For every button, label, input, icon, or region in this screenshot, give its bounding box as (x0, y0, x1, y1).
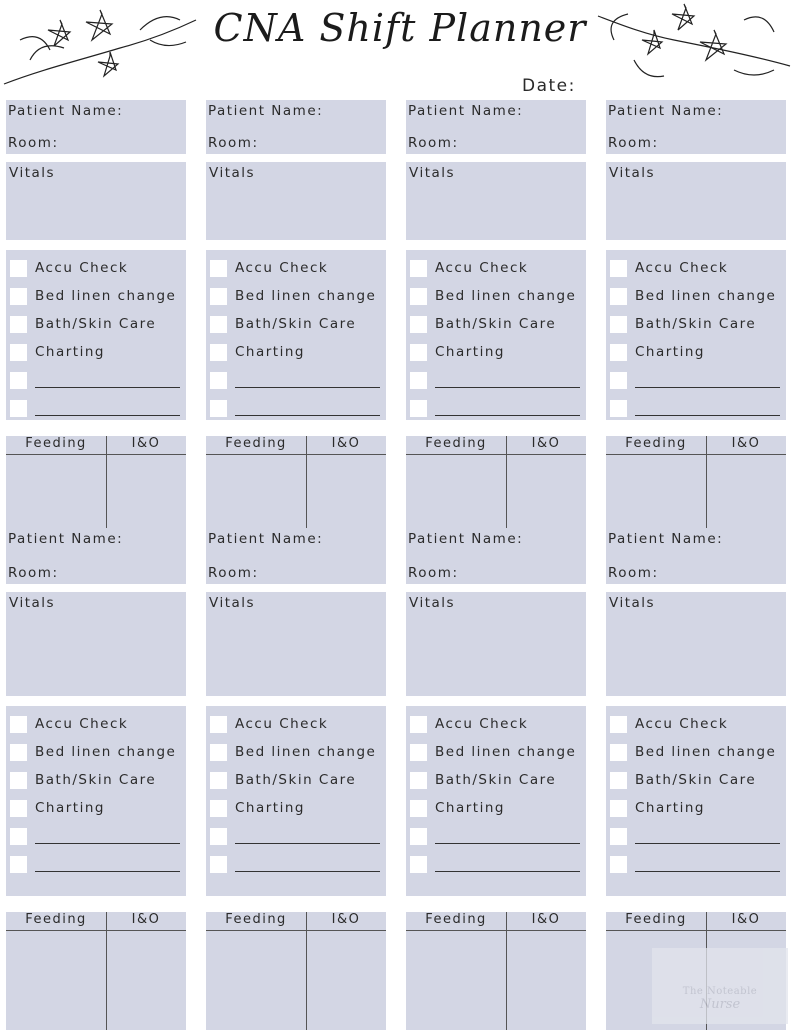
write-in-line[interactable] (35, 857, 180, 872)
checklist-label: Charting (635, 344, 705, 360)
checklist-label: Bed linen change (35, 288, 177, 304)
checklist-blank-item (210, 822, 382, 850)
checkbox[interactable] (410, 372, 427, 389)
room-label: Room: (208, 135, 259, 151)
checklist-item (410, 766, 582, 794)
feeding-header: Feeding (625, 912, 687, 927)
patient-name-label: Patient Name: (208, 531, 324, 547)
checklist-item (210, 254, 382, 282)
checklist-box (6, 706, 186, 896)
checklist-box (406, 250, 586, 420)
checklist-blank-item (410, 366, 582, 394)
checklist-box (206, 250, 386, 420)
patient-column (606, 100, 786, 536)
checkbox[interactable] (210, 744, 227, 761)
patient-name-label: Patient Name: (408, 531, 524, 547)
patient-column (206, 100, 386, 536)
checklist-item (410, 338, 582, 366)
checklist-label: Charting (35, 344, 105, 360)
patient-info-box[interactable] (6, 528, 186, 584)
checklist-item (410, 254, 582, 282)
floral-decoration-right (594, 0, 794, 100)
checklist-label: Bath/Skin Care (235, 316, 357, 332)
checklist-blank-item (610, 850, 782, 878)
io-header: I&O (331, 436, 361, 451)
feeding-io-table[interactable] (406, 436, 586, 536)
room-label: Room: (208, 565, 259, 581)
checklist-label: Accu Check (235, 716, 329, 732)
write-in-line[interactable] (635, 829, 780, 844)
checklist-label: Charting (235, 800, 305, 816)
write-in-line[interactable] (35, 373, 180, 388)
vitals-label: Vitals (609, 165, 656, 181)
checklist-blank-item (410, 822, 582, 850)
patient-name-label: Patient Name: (208, 103, 324, 119)
checklist-item (610, 338, 782, 366)
date-label: Date: (522, 76, 576, 96)
checklist-item (10, 710, 182, 738)
checkbox[interactable] (210, 400, 227, 417)
checklist-item (410, 710, 582, 738)
table-divider (506, 436, 507, 536)
checklist-label: Bed linen change (435, 744, 577, 760)
checklist-label: Accu Check (35, 260, 129, 276)
checklist-label: Bed linen change (635, 288, 777, 304)
checklist-item (610, 738, 782, 766)
table-divider (106, 912, 107, 1030)
checkbox[interactable] (610, 400, 627, 417)
vitals-box[interactable] (206, 592, 386, 696)
checkbox[interactable] (10, 800, 27, 817)
checklist-label: Bed linen change (635, 744, 777, 760)
patient-info-box[interactable] (206, 100, 386, 154)
checklist-label: Bath/Skin Care (35, 772, 157, 788)
patient-name-label: Patient Name: (608, 103, 724, 119)
checkbox[interactable] (210, 856, 227, 873)
checkbox[interactable] (410, 316, 427, 333)
table-divider (306, 912, 307, 1030)
checklist-item (410, 282, 582, 310)
write-in-line[interactable] (235, 829, 380, 844)
write-in-line[interactable] (35, 401, 180, 416)
checklist-label: Bath/Skin Care (635, 772, 757, 788)
write-in-line[interactable] (235, 401, 380, 416)
checklist-blank-item (410, 850, 582, 878)
checklist-blank-item (610, 822, 782, 850)
patient-column (406, 100, 586, 536)
patient-info-box[interactable] (406, 100, 586, 154)
checkbox[interactable] (210, 800, 227, 817)
checklist-item (610, 794, 782, 822)
checkbox[interactable] (610, 716, 627, 733)
room-label: Room: (8, 135, 59, 151)
feeding-header: Feeding (225, 436, 287, 451)
feeding-io-table[interactable] (206, 912, 386, 1030)
checklist-blank-item (10, 850, 182, 878)
patient-info-box[interactable] (6, 100, 186, 154)
checklist-item (610, 310, 782, 338)
patient-column (206, 528, 386, 1030)
write-in-line[interactable] (435, 373, 580, 388)
room-label: Room: (8, 565, 59, 581)
write-in-line[interactable] (235, 857, 380, 872)
checkbox[interactable] (10, 316, 27, 333)
checkbox[interactable] (410, 856, 427, 873)
checkbox[interactable] (210, 316, 227, 333)
checklist-item (10, 282, 182, 310)
checklist-blank-item (210, 394, 382, 422)
checklist-item (410, 310, 582, 338)
patient-info-box[interactable] (206, 528, 386, 584)
patient-info-box[interactable] (606, 528, 786, 584)
checklist-label: Charting (235, 344, 305, 360)
checklist-item (10, 738, 182, 766)
vitals-box[interactable] (406, 162, 586, 240)
checkbox[interactable] (210, 716, 227, 733)
vitals-label: Vitals (9, 595, 56, 611)
checkbox[interactable] (610, 856, 627, 873)
checklist-item (10, 338, 182, 366)
checkbox[interactable] (410, 716, 427, 733)
vitals-label: Vitals (9, 165, 56, 181)
checklist-box (406, 706, 586, 896)
checkbox[interactable] (410, 800, 427, 817)
room-label: Room: (608, 565, 659, 581)
checklist-box (606, 250, 786, 420)
checkbox[interactable] (410, 288, 427, 305)
write-in-line[interactable] (35, 829, 180, 844)
room-label: Room: (408, 565, 459, 581)
io-header: I&O (731, 912, 761, 927)
checkbox[interactable] (610, 260, 627, 277)
checkbox[interactable] (610, 288, 627, 305)
checkbox[interactable] (10, 288, 27, 305)
checkbox[interactable] (10, 828, 27, 845)
checkbox[interactable] (610, 316, 627, 333)
checklist-item (210, 282, 382, 310)
io-header: I&O (131, 436, 161, 451)
vitals-box[interactable] (406, 592, 586, 696)
feeding-io-table[interactable] (6, 436, 186, 536)
checklist-label: Charting (435, 344, 505, 360)
checkbox[interactable] (410, 772, 427, 789)
write-in-line[interactable] (635, 373, 780, 388)
io-header: I&O (531, 912, 561, 927)
vitals-box[interactable] (6, 162, 186, 240)
checklist-item (210, 310, 382, 338)
patient-name-label: Patient Name: (8, 531, 124, 547)
io-header: I&O (531, 436, 561, 451)
write-in-line[interactable] (635, 857, 780, 872)
checklist-item (410, 738, 582, 766)
io-header: I&O (131, 912, 161, 927)
checklist-label: Bed linen change (235, 288, 377, 304)
checkbox[interactable] (610, 772, 627, 789)
vitals-box[interactable] (6, 592, 186, 696)
write-in-line[interactable] (635, 401, 780, 416)
patient-column (6, 100, 186, 536)
checklist-label: Charting (35, 800, 105, 816)
io-header: I&O (331, 912, 361, 927)
checklist-item (610, 282, 782, 310)
checklist-item (210, 794, 382, 822)
checklist-label: Accu Check (635, 716, 729, 732)
checkbox[interactable] (210, 828, 227, 845)
checklist-box (606, 706, 786, 896)
checkbox[interactable] (410, 344, 427, 361)
checkbox[interactable] (10, 372, 27, 389)
patient-column (6, 528, 186, 1030)
checkbox[interactable] (410, 828, 427, 845)
checklist-item (210, 710, 382, 738)
checkbox[interactable] (210, 260, 227, 277)
checklist-blank-item (610, 366, 782, 394)
checkbox[interactable] (610, 828, 627, 845)
patient-info-box[interactable] (406, 528, 586, 584)
checklist-label: Accu Check (235, 260, 329, 276)
io-header: I&O (731, 436, 761, 451)
checkbox[interactable] (210, 288, 227, 305)
checklist-label: Bath/Skin Care (435, 316, 557, 332)
feeding-io-table[interactable] (606, 436, 786, 536)
checkbox[interactable] (10, 744, 27, 761)
write-in-line[interactable] (235, 373, 380, 388)
patient-name-label: Patient Name: (608, 531, 724, 547)
vitals-label: Vitals (409, 165, 456, 181)
checklist-blank-item (10, 394, 182, 422)
checkbox[interactable] (10, 716, 27, 733)
checklist-label: Accu Check (35, 716, 129, 732)
checklist-item (10, 766, 182, 794)
patients-top-section (6, 100, 786, 536)
floral-decoration-left (0, 0, 200, 90)
checkbox[interactable] (10, 856, 27, 873)
write-in-line[interactable] (435, 829, 580, 844)
checklist-item (10, 254, 182, 282)
feeding-header: Feeding (225, 912, 287, 927)
checkbox[interactable] (210, 344, 227, 361)
patient-name-label: Patient Name: (408, 103, 524, 119)
room-label: Room: (608, 135, 659, 151)
checklist-blank-item (410, 394, 582, 422)
feeding-header: Feeding (25, 436, 87, 451)
checkbox[interactable] (210, 372, 227, 389)
checklist-label: Bath/Skin Care (35, 316, 157, 332)
checklist-item (610, 254, 782, 282)
feeding-header: Feeding (425, 436, 487, 451)
vitals-label: Vitals (609, 595, 656, 611)
checklist-label: Charting (635, 800, 705, 816)
checklist-label: Bath/Skin Care (235, 772, 357, 788)
checklist-item (610, 710, 782, 738)
checklist-blank-item (210, 850, 382, 878)
checklist-item (210, 338, 382, 366)
patient-info-box[interactable] (606, 100, 786, 154)
checkbox[interactable] (410, 400, 427, 417)
vitals-box[interactable] (206, 162, 386, 240)
checklist-item (10, 310, 182, 338)
write-in-line[interactable] (435, 857, 580, 872)
checklist-label: Bed linen change (35, 744, 177, 760)
feeding-header: Feeding (425, 912, 487, 927)
vitals-label: Vitals (409, 595, 456, 611)
feeding-io-table[interactable] (6, 912, 186, 1030)
checklist-item (610, 766, 782, 794)
checklist-label: Charting (435, 800, 505, 816)
vitals-label: Vitals (209, 595, 256, 611)
checklist-label: Accu Check (635, 260, 729, 276)
checklist-label: Bath/Skin Care (635, 316, 757, 332)
vitals-box[interactable] (606, 592, 786, 696)
checklist-item (10, 794, 182, 822)
checklist-blank-item (610, 394, 782, 422)
checklist-blank-item (210, 366, 382, 394)
feeding-io-table[interactable] (206, 436, 386, 536)
checkbox[interactable] (610, 372, 627, 389)
checkbox[interactable] (610, 344, 627, 361)
table-divider (306, 436, 307, 536)
checklist-item (410, 794, 582, 822)
table-divider (106, 436, 107, 536)
checklist-label: Accu Check (435, 260, 529, 276)
checkbox[interactable] (10, 344, 27, 361)
checklist-label: Accu Check (435, 716, 529, 732)
feeding-header: Feeding (625, 436, 687, 451)
checkbox[interactable] (10, 260, 27, 277)
patient-name-label: Patient Name: (8, 103, 124, 119)
checkbox[interactable] (610, 744, 627, 761)
watermark-logo: The Noteable Nurse (652, 948, 788, 1024)
checklist-label: Bed linen change (435, 288, 577, 304)
checkbox[interactable] (210, 772, 227, 789)
checkbox[interactable] (410, 260, 427, 277)
checklist-label: Bath/Skin Care (435, 772, 557, 788)
checklist-item (210, 766, 382, 794)
checklist-box (206, 706, 386, 896)
checklist-box (6, 250, 186, 420)
checklist-item (210, 738, 382, 766)
table-divider (706, 436, 707, 536)
checklist-blank-item (10, 366, 182, 394)
page-title: CNA Shift Planner (213, 6, 587, 50)
table-divider (506, 912, 507, 1030)
vitals-label: Vitals (209, 165, 256, 181)
feeding-header: Feeding (25, 912, 87, 927)
checkbox[interactable] (10, 772, 27, 789)
checkbox[interactable] (10, 400, 27, 417)
checkbox[interactable] (610, 800, 627, 817)
checklist-label: Bed linen change (235, 744, 377, 760)
checkbox[interactable] (410, 744, 427, 761)
feeding-io-table[interactable] (406, 912, 586, 1030)
write-in-line[interactable] (435, 401, 580, 416)
vitals-box[interactable] (606, 162, 786, 240)
checklist-blank-item (10, 822, 182, 850)
patient-column (406, 528, 586, 1030)
room-label: Room: (408, 135, 459, 151)
